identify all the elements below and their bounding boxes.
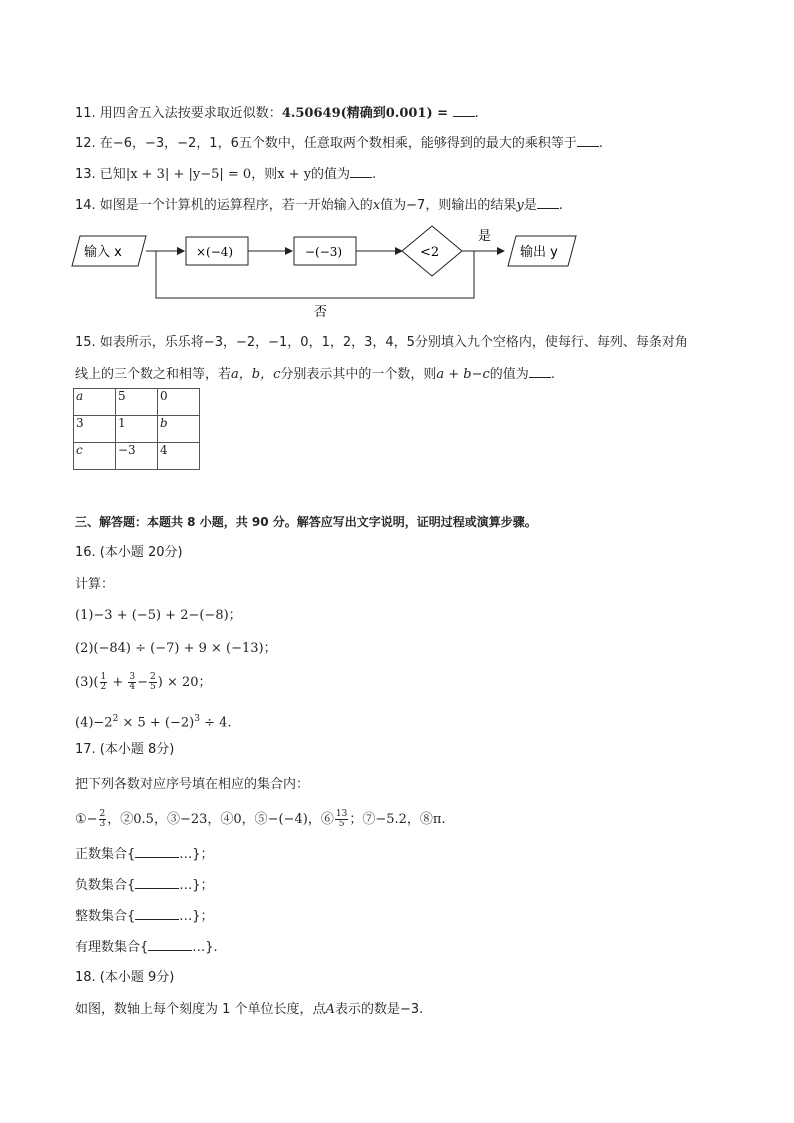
table-cell: 1 [116, 416, 158, 443]
integer-set: 整数集合{ …}； [75, 909, 214, 924]
section-heading: 三、解答题：本题共 8 小题，共 90 分。解答应写出文字说明，证明过程或演算步骤。 [75, 515, 537, 529]
fraction: $\frac{2}{5}$ [150, 672, 156, 692]
table-cell: −3 [116, 443, 158, 470]
question-16-part2: (2)(−84) ÷ (−7) + 9 × (−13)； [75, 641, 277, 656]
fraction: $\frac{2}{3}$ [99, 809, 106, 829]
fraction: $\frac{1}{2}$ [100, 672, 107, 692]
table-cell: c [74, 443, 116, 470]
question-16-intro: 计算： [75, 577, 115, 592]
question-18-text: 如图，数轴上每个刻度为 1 个单位长度，点A表示的数是−3. [75, 1002, 424, 1017]
table-row [74, 443, 200, 470]
question-15-line1: 15. 如表所示，乐乐将−3，−2，−1，0，1，2，3，4，5分别填入九个空格内，使每行、每列、每条对角 [75, 335, 688, 350]
positive-set: 正数集合{ …}； [75, 847, 214, 862]
step2-label: −(−3) [305, 245, 343, 259]
question-16-part3: (3)( $\frac{1}{2}$ + $\frac{3}{4}$ − $\frac{2}{5}$ ) × 20； [75, 672, 212, 692]
answer-blank [350, 165, 372, 178]
yes-label: 是 [478, 229, 492, 244]
output-label: 输出 y [520, 245, 558, 260]
answer-blank [135, 876, 179, 889]
question-13: 13. 已知|x + 3| + |y−5| = 0，则x + y的值为 . [75, 167, 377, 182]
condition-label: <2 [420, 245, 440, 260]
rational-set: 有理数集合{ …}. [75, 940, 218, 955]
magic-square-table [73, 388, 200, 470]
answer-blank [135, 907, 179, 920]
question-12: 12. 在−6，−3，−2，1，6五个数中，任意取两个数相乘，能够得到的最大的乘积等于 . [75, 136, 603, 151]
answer-blank [529, 365, 551, 378]
table-cell: 5 [116, 389, 158, 416]
question-16-head: 16. (本小题 20分) [75, 545, 183, 560]
question-15-line2: 线上的三个数之和相等，若a，b，c分别表示其中的一个数，则a + b−c的值为 . [75, 367, 555, 382]
question-17-intro: 把下列各数对应序号填在相应的集合内： [75, 777, 310, 792]
fraction: $\frac{13}{5}$ [335, 809, 348, 829]
table-row [74, 389, 200, 416]
answer-blank [537, 196, 559, 209]
step1-label: ×(−4) [196, 245, 234, 259]
input-label: 输入 x [84, 245, 122, 260]
question-18-head: 18. (本小题 9分) [75, 970, 175, 985]
program-flowchart [70, 224, 590, 324]
table-cell: 0 [158, 389, 200, 416]
question-16-part1: (1)−3 + (−5) + 2−(−8)； [75, 608, 242, 623]
question-17-numbers: ①− $\frac{2}{3}$ ，②0.5，③−23，④0，⑤−(−4)，⑥ $\frac{13}{5}$ ；⑦−5.2，⑧π. [75, 809, 446, 829]
answer-blank [577, 134, 599, 147]
question-16-part4: $(4)-2^2 \times 5 + (-2)^3 \div 4$. [75, 714, 232, 731]
no-label: 否 [314, 305, 328, 320]
answer-blank [148, 938, 192, 951]
negative-set: 负数集合{ …}； [75, 878, 214, 893]
question-11: 11. 用四舍五入法按要求取近似数：4.50649(精确到0.001) = . [75, 106, 479, 121]
question-14: 14. 如图是一个计算机的运算程序，若一开始输入的x值为−7，则输出的结果y是 . [75, 198, 563, 213]
answer-blank [453, 104, 475, 117]
table-cell: 3 [74, 416, 116, 443]
table-cell: a [74, 389, 116, 416]
answer-blank [135, 845, 179, 858]
question-17-head: 17. (本小题 8分) [75, 742, 175, 757]
table-row [74, 416, 200, 443]
table-cell: 4 [158, 443, 200, 470]
fraction: $\frac{3}{4}$ [129, 672, 136, 692]
table-cell: b [158, 416, 200, 443]
